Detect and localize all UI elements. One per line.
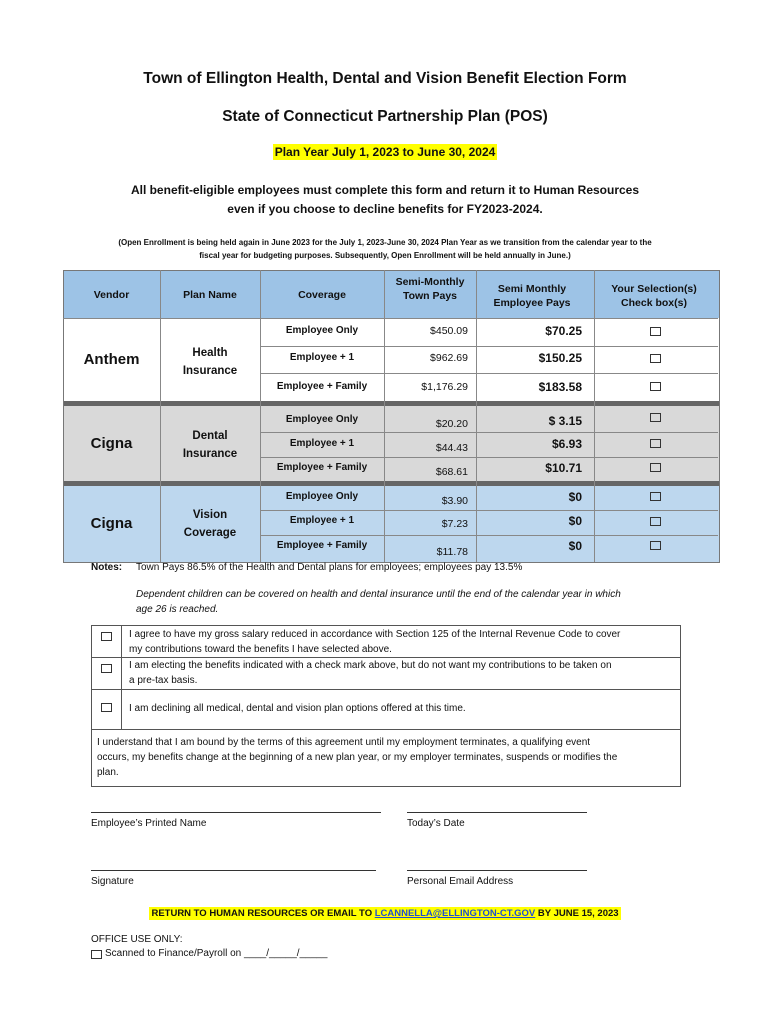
coverage-cell: Employee + Family (276, 540, 368, 551)
instruction-line-1: All benefit-eligible employees must complete this form and return it to Human Resources (130, 183, 640, 197)
header-plan-name: Plan Name (183, 289, 237, 301)
employee-pays-cell: $0 (568, 539, 582, 553)
select-checkbox[interactable] (650, 541, 661, 550)
town-pays-cell: $1,176.29 (421, 381, 468, 393)
option2-line-1: I am electing the benefits indicated with a check mark above, but do not want my contributions to be taken on (129, 660, 612, 671)
employee-pays-cell: $0 (568, 514, 582, 528)
plan-vision: Vision Coverage (183, 509, 237, 539)
email-line[interactable] (407, 870, 587, 871)
return-email-link[interactable]: LCANNELLA@ELLINGTON-CT.GOV (374, 908, 536, 919)
decline-checkbox[interactable] (101, 703, 112, 712)
employee-pays-cell: $10.71 (545, 461, 582, 475)
office-use-title: OFFICE USE ONLY: (91, 934, 183, 945)
enrollment-note-line-1: (Open Enrollment is being held again in June 2023 for the July 1, 2023-June 30, 2024 Plan Year as we transition from the calendar year to the (118, 238, 652, 247)
vendor-cigna-vision: Cigna (90, 515, 133, 532)
select-checkbox[interactable] (650, 492, 661, 501)
form-title: Town of Ellington Health, Dental and Vision Benefit Election Form (143, 70, 627, 87)
town-pays-cell: $20.20 (435, 418, 468, 430)
enrollment-note-line-2: fiscal year for budgeting purposes. Subsequently, Open Enrollment will be held annually in June.) (199, 251, 571, 260)
employee-pays-cell: $150.25 (538, 351, 582, 365)
select-checkbox[interactable] (650, 413, 661, 422)
terms-line-3: plan. (97, 767, 119, 778)
town-pays-cell: $44.43 (435, 442, 468, 454)
scanned-checkbox[interactable] (91, 950, 102, 959)
scanned-text: Scanned to Finance/Payroll on ____/_____/_____ (105, 948, 328, 959)
email-label: Personal Email Address (407, 876, 514, 887)
town-pays-cell: $11.78 (436, 546, 468, 558)
terms-line-2: occurs, my benefits change at the beginning of a new plan year, or my employer terminates, suspends or modifies the (97, 752, 618, 763)
instruction-line-2: even if you choose to decline benefits for FY2023-2024. (227, 202, 543, 216)
employee-pays-cell: $6.93 (551, 437, 582, 451)
coverage-cell: Employee + 1 (289, 515, 355, 526)
notes-label: Notes: (91, 562, 123, 573)
select-checkbox[interactable] (650, 382, 661, 391)
town-pays-cell: $962.69 (430, 352, 468, 364)
coverage-cell: Employee + Family (276, 462, 368, 473)
select-checkbox[interactable] (650, 354, 661, 363)
salary-reduction-checkbox[interactable] (101, 632, 112, 641)
header-vendor: Vendor (93, 289, 130, 301)
vendor-cigna-dental: Cigna (90, 435, 133, 452)
signature-label: Signature (91, 876, 134, 887)
plan-year: Plan Year July 1, 2023 to June 30, 2024 (274, 145, 496, 159)
date-label: Today’s Date (407, 818, 465, 829)
employee-pays-cell: $0 (568, 490, 582, 504)
coverage-cell: Employee Only (285, 491, 359, 502)
town-pays-cell: $3.90 (441, 495, 468, 507)
post-tax-checkbox[interactable] (101, 664, 112, 673)
dependent-note-line-1: Dependent children can be covered on health and dental insurance until the end of the calendar year in which (136, 589, 621, 600)
return-instruction (149, 907, 620, 920)
option3-text: I am declining all medical, dental and vision plan options offered at this time. (129, 703, 466, 714)
select-checkbox[interactable] (650, 439, 661, 448)
option2-line-2: a pre-tax basis. (129, 675, 198, 686)
employee-pays-cell: $183.58 (538, 380, 582, 394)
printed-name-line[interactable] (91, 812, 381, 813)
signature-line[interactable] (91, 870, 376, 871)
select-checkbox[interactable] (650, 327, 661, 336)
coverage-cell: Employee + 1 (289, 352, 355, 363)
option1-line-2: my contributions toward the benefits I have selected above. (129, 644, 392, 655)
coverage-cell: Employee + 1 (289, 438, 355, 449)
notes-text: Town Pays 86.5% of the Health and Dental plans for employees; employees pay 13.5% (136, 562, 523, 573)
coverage-cell: Employee Only (285, 325, 359, 336)
printed-name-label: Employee’s Printed Name (91, 818, 207, 829)
select-checkbox[interactable] (650, 517, 661, 526)
coverage-cell: Employee + Family (276, 381, 368, 392)
form-subtitle: State of Connecticut Partnership Plan (POS) (222, 108, 548, 125)
date-line[interactable] (407, 812, 587, 813)
town-pays-cell: $7.23 (441, 518, 468, 530)
vendor-anthem: Anthem (83, 351, 140, 368)
header-employee-pays: Semi Monthly Employee Pays (493, 283, 571, 309)
option1-line-1: I agree to have my gross salary reduced in accordance with Section 125 of the Internal Revenue Code to cover (129, 629, 621, 640)
employee-pays-cell: $70.25 (545, 324, 582, 338)
employee-pays-cell: $ 3.15 (548, 414, 582, 428)
header-town-pays: Semi-Monthly Town Pays (395, 276, 465, 302)
select-checkbox[interactable] (650, 463, 661, 472)
terms-line-1: I understand that I am bound by the terms of this agreement until my employment terminates, a qualifying event (97, 737, 591, 748)
return-suffix: BY JUNE 15, 2023 (537, 908, 619, 919)
coverage-cell: Employee Only (285, 414, 359, 425)
town-pays-cell: $68.61 (435, 466, 468, 478)
return-prefix: RETURN TO HUMAN RESOURCES OR EMAIL TO (151, 908, 373, 919)
plan-dental: Dental Insurance (182, 430, 238, 460)
dependent-note-line-2: age 26 is reached. (136, 604, 219, 615)
header-coverage: Coverage (298, 289, 346, 301)
town-pays-cell: $450.09 (430, 325, 468, 337)
header-selection: Your Selection(s) Check box(s) (611, 283, 697, 309)
plan-health: Health Insurance (182, 347, 238, 377)
